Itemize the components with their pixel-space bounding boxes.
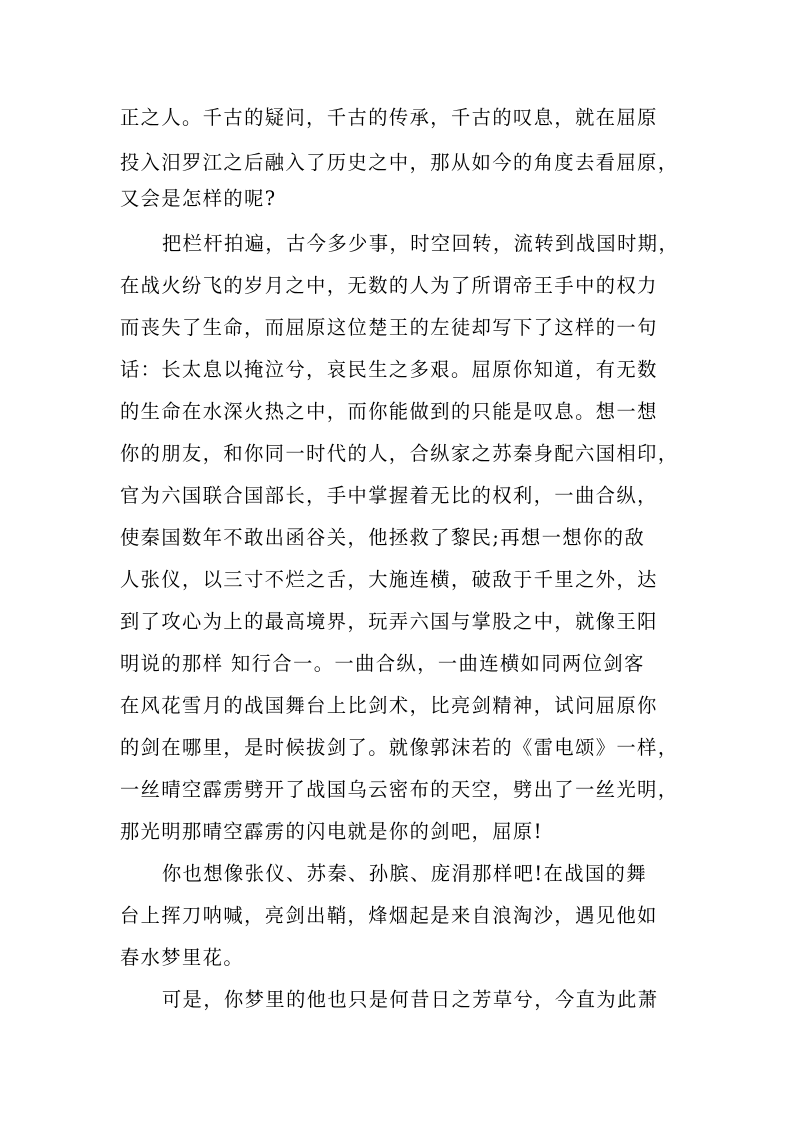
text-line: 又会是怎样的呢? xyxy=(120,187,277,210)
text-line: 你的朋友，和你同一时代的人，合纵家之苏秦身配六国相印， xyxy=(120,442,679,465)
text-line: 的剑在哪里，是时候拔剑了。就像郭沫若的《雷电颂》一样， xyxy=(120,736,679,759)
paragraph-start-line: 你也想像张仪、苏秦、孙膑、庞涓那样吧!在战国的舞 xyxy=(162,862,648,885)
text-line: 那光明那晴空霹雳的闪电就是你的剑吧，屈原! xyxy=(120,820,543,843)
text-line: 而丧失了生命，而屈原这位楚王的左徒却写下了这样的一句 xyxy=(120,316,658,339)
paragraph-start-line: 把栏杆拍遍，古今多少事，时空回转，流转到战国时期， xyxy=(162,232,680,255)
text-line: 的生命在水深火热之中，而你能做到的只能是叹息。想一想 xyxy=(120,400,658,423)
text-line: 在战火纷飞的岁月之中，无数的人为了所谓帝王手中的权力 xyxy=(120,274,658,297)
text-line: 使秦国数年不敢出函谷关，他拯救了黎民;再想一想你的敌 xyxy=(120,526,646,549)
text-line: 官为六国联合国部长，手中掌握着无比的权利，一曲合纵， xyxy=(120,484,658,507)
text-line: 台上挥刀呐喊，亮剑出鞘，烽烟起是来自浪淘沙，遇见他如 xyxy=(120,904,658,927)
text-line: 话：长太息以掩泣兮，哀民生之多艰。屈原你知道，有无数 xyxy=(120,358,658,381)
text-line: 在风花雪月的战国舞台上比剑术，比亮剑精神，试问屈原你 xyxy=(120,694,658,717)
text-line: 春水梦里花。 xyxy=(120,946,245,969)
text-line: 正之人。千古的疑问，千古的传承，千古的叹息，就在屈原 xyxy=(120,106,658,129)
paragraph-start-line: 可是，你梦里的他也只是何昔日之芳草兮，今直为此萧 xyxy=(162,988,659,1011)
text-line: 投入汨罗江之后融入了历史之中，那从如今的角度去看屈原， xyxy=(120,151,679,174)
text-line: 明说的那样 知行合一。一曲合纵，一曲连横如同两位剑客 xyxy=(120,652,645,675)
text-line: 一丝晴空霹雳劈开了战国乌云密布的天空，劈出了一丝光明， xyxy=(120,778,679,801)
text-line: 人张仪，以三寸不烂之舌，大施连横，破敌于千里之外，达 xyxy=(120,568,658,591)
text-line: 到了攻心为上的最高境界，玩弄六国与掌股之中，就像王阳 xyxy=(120,610,658,633)
